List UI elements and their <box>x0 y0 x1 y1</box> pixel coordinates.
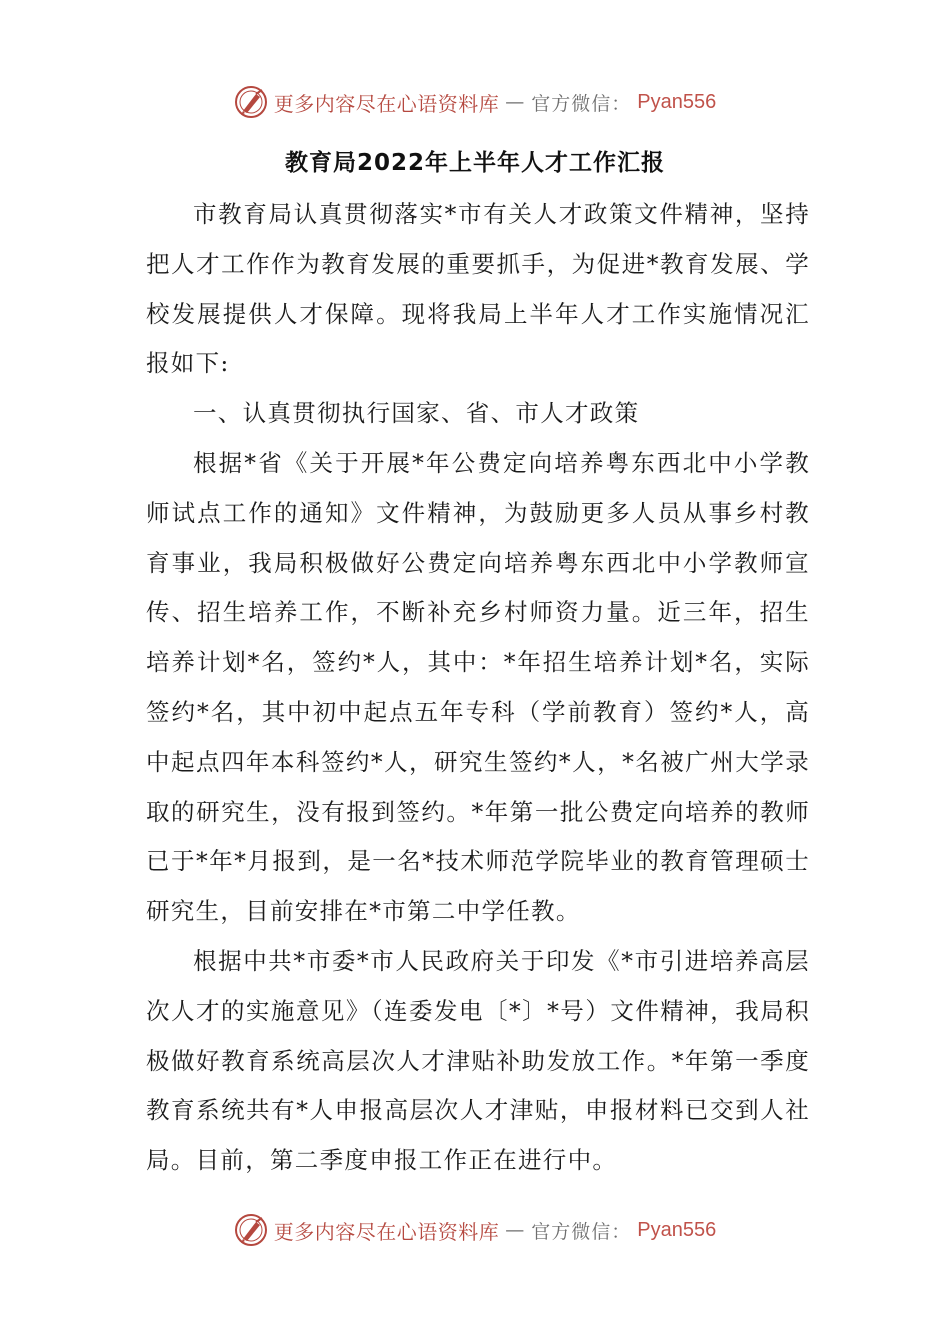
footer-banner <box>0 1210 950 1250</box>
banner-handle: Pyan556 <box>637 90 717 113</box>
paragraph-policy: 根据*省《关于开展*年公费定向培养粤东西北中小学教师试点工作的通知》文件精神，为鼓励更多人员从事乡村教育事业，我局积极做好公费定向培养粤东西北中小学教师宣传、招生培养工作，不断补充乡村师资力量。近三年，招生培养计划*名，签约*人，其中：*年招生培养计划*名，实际签约*名，其中初中起点五年专科（学前教育）签约*人，高中起点四年本科签约*人，研究生签约*人，*名被广州大学录取的研究生，没有报到签约。*年第一批公费定向培养的教师已于*年*月报到，是一名*技术师范学院毕业的教育管理硕士研究生，目前安排在*市第二中学任教。 <box>146 448 810 926</box>
banner-secondary-text: 官方微信： <box>531 1220 632 1243</box>
banner-handle: Pyan556 <box>637 1218 717 1241</box>
banner-main-text: 更多内容尽在心语资料库 <box>273 91 500 116</box>
banner-dash: — <box>505 91 526 113</box>
banner-secondary-text: 官方微信： <box>531 92 632 115</box>
banner-main-text: 更多内容尽在心语资料库 <box>273 1219 500 1244</box>
banner-dash: — <box>505 1219 526 1241</box>
section-heading: 一、认真贯彻执行国家、省、市人才政策 <box>193 399 640 428</box>
paragraph-subsidy: 根据中共*市委*市人民政府关于印发《*市引进培养高层次人才的实施意见》（连委发电〔*〕*号）文件精神，我局积极做好教育系统高层次人才津贴补助发放工作。*年第一季度教育系统共有*人申报高层次人才津贴，申报材料已交到人社局。目前，第二季度申报工作正在进行中。 <box>146 946 810 1175</box>
paragraph-intro: 市教育局认真贯彻落实*市有关人才政策文件精神，坚持把人才工作作为教育发展的重要抓手，为促进*教育发展、学校发展提供人才保障。现将我局上半年人才工作实施情况汇报如下: <box>146 200 810 378</box>
header-banner <box>0 82 950 122</box>
pen-nib-logo-icon <box>234 85 268 119</box>
document-title: 教育局2022年上半年人才工作汇报 <box>284 150 665 176</box>
pen-nib-logo-icon <box>234 1213 268 1247</box>
document-body <box>146 190 810 1186</box>
